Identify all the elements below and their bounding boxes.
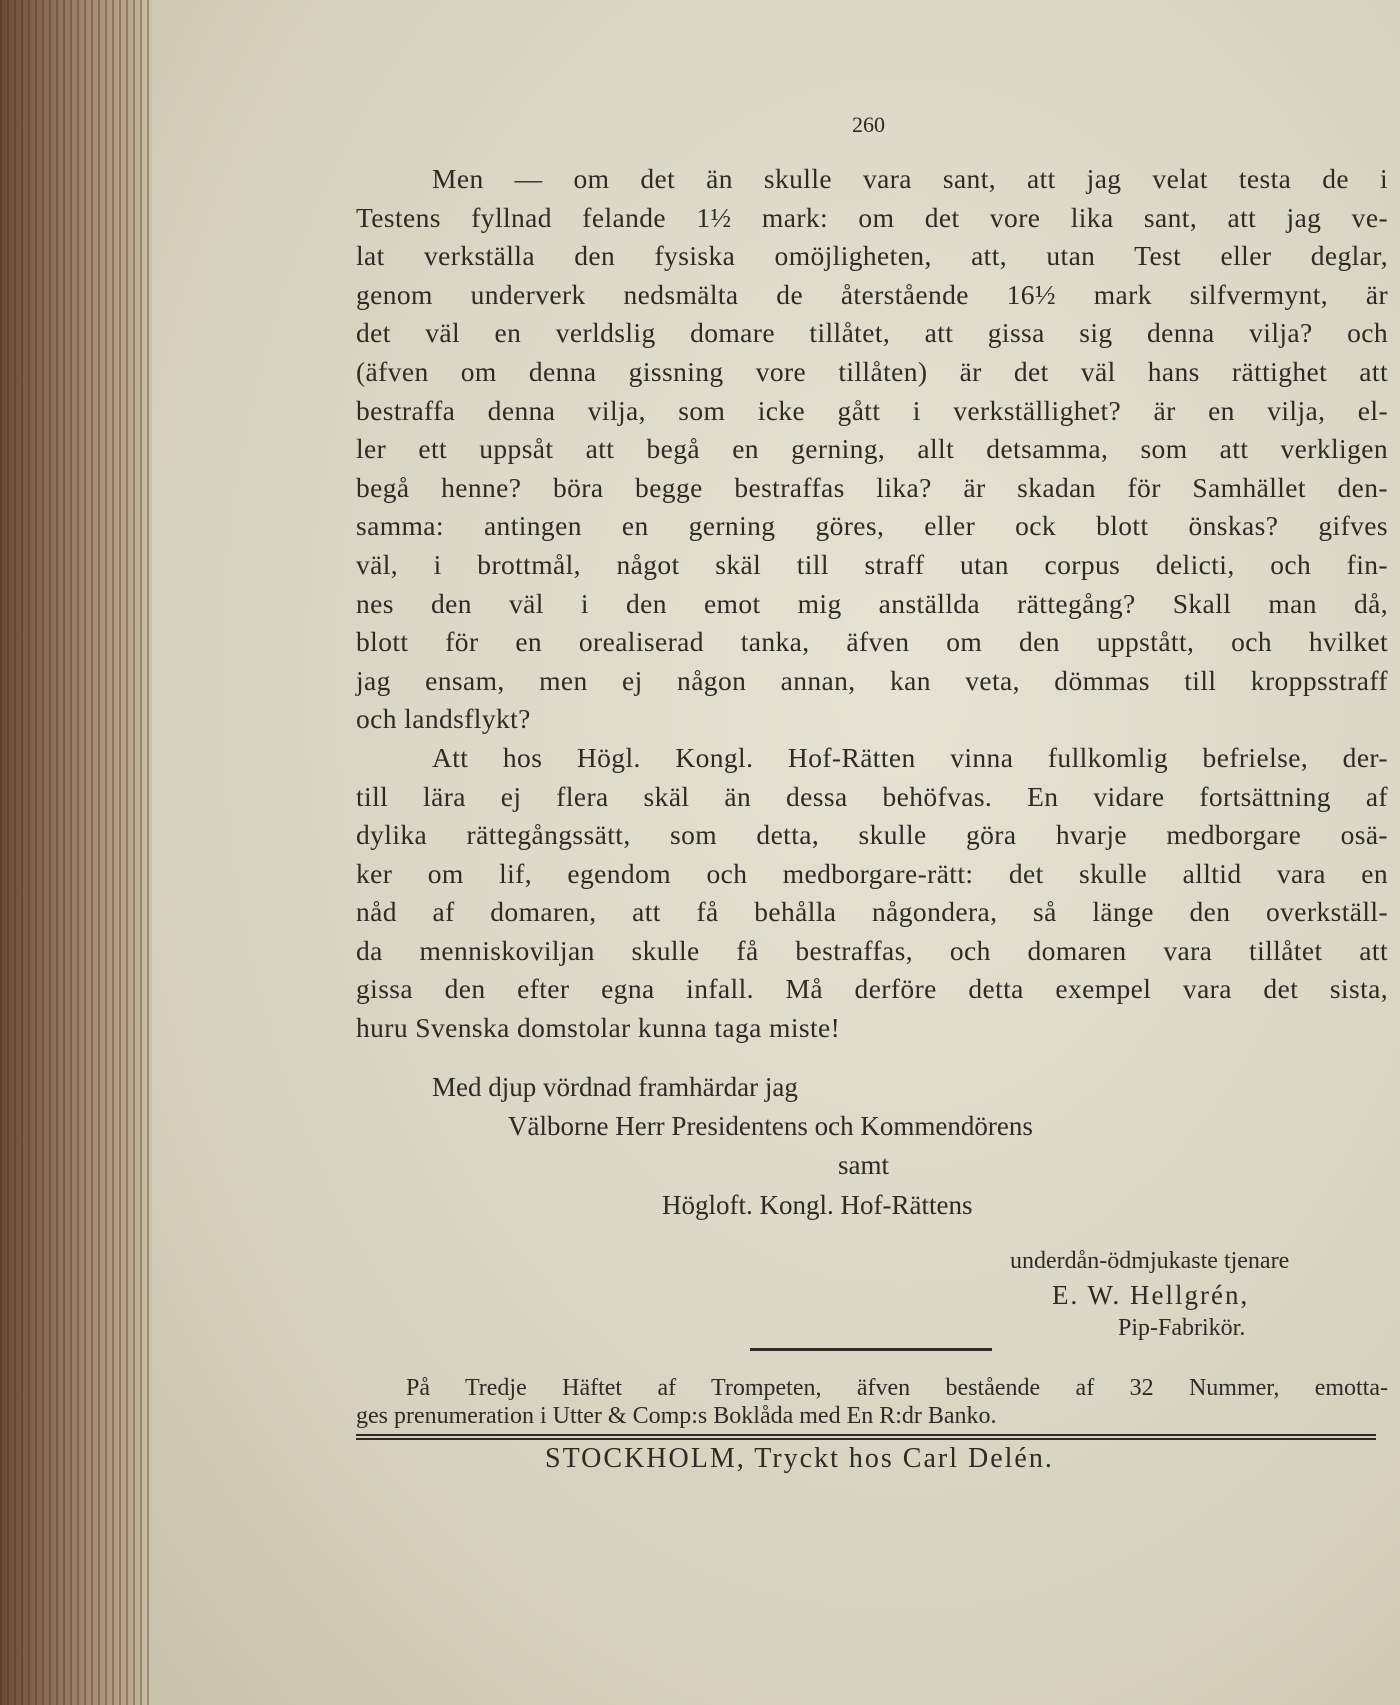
text-line: till lära ej flera skäl än dessa behöfvas. En vidare fortsättning af xyxy=(356,780,1388,812)
body-text xyxy=(356,160,1388,1048)
text-line: lat verkställa den fysiska omöjligheten, att, utan Test eller deglar, xyxy=(356,240,1388,272)
closing-salutation: underdån-ödmjukaste tjenare xyxy=(1010,1248,1290,1274)
text-line: ler ett uppsåt att begå en gerning, allt detsamma, som att verkligen xyxy=(356,433,1388,465)
notice-line: På Tredje Häftet af Trompeten, äfven bestående af 32 Nummer, emotta- xyxy=(406,1375,1388,1401)
book-spine xyxy=(0,0,152,1705)
text-line: samma: antingen en gerning göres, eller ock blott önskas? gifves xyxy=(356,510,1388,542)
subscription-notice xyxy=(356,1374,1388,1430)
signature-title: Pip-Fabrikör. xyxy=(1118,1315,1246,1341)
printer-imprint: STOCKHOLM, Tryckt hos Carl Delén. xyxy=(545,1443,1054,1474)
text-line: nåd af domaren, att få behålla någondera, så länge den overkställ- xyxy=(356,896,1388,928)
text-line: huru Svenska domstolar kunna taga miste! xyxy=(356,1012,841,1044)
text-line: och landsflykt? xyxy=(356,703,531,735)
rule-bottom xyxy=(356,1438,1376,1440)
text-line: Men — om det än skulle vara sant, att jag velat testa de i xyxy=(432,163,1388,194)
text-line: det väl en verldslig domare tillåtet, att gissa sig denna vilja? och xyxy=(356,317,1388,349)
closing-addressee: Högloft. Kongl. Hof-Rättens xyxy=(662,1190,973,1220)
text-line: blott för en orealiserad tanka, äfven om den uppstått, och hvilket xyxy=(356,626,1388,658)
notice-line: ges prenumeration i Utter & Comp:s Boklåda med En R:dr Banko. xyxy=(356,1403,997,1429)
text-line: nes den väl i den emot mig anställda rättegång? Skall man då, xyxy=(356,587,1388,619)
signature-name: E. W. Hellgrén, xyxy=(1052,1280,1250,1310)
text-line: ker om lif, egendom och medborgare-rätt: det skulle alltid vara en xyxy=(356,857,1388,889)
text-line: bestraffa denna vilja, som icke gått i verkställighet? är en vilja, el- xyxy=(356,394,1388,426)
text-line: Att hos Högl. Kongl. Hof-Rätten vinna fullkomlig befrielse, der- xyxy=(432,741,1388,773)
text-line: gissa den efter egna infall. Må derföre detta exempel vara det sista, xyxy=(356,973,1388,1005)
text-line: dylika rättegångssätt, som detta, skulle göra hvarje medborgare osä- xyxy=(356,819,1388,851)
text-line: da menniskoviljan skulle få bestraffas, och domaren vara tillåtet att xyxy=(356,934,1388,966)
text-line: väl, i brottmål, något skäl till straff utan corpus delicti, och fin- xyxy=(356,548,1388,580)
text-line: genom underverk nedsmälta de återstående 16½ mark silfvermynt, är xyxy=(356,278,1388,310)
rule-top xyxy=(356,1434,1376,1436)
closing-addressee: Välborne Herr Presidentens och Kommendörens xyxy=(508,1111,1033,1141)
closing-line: samt xyxy=(838,1150,889,1180)
page-number: 260 xyxy=(852,112,885,137)
divider xyxy=(750,1348,992,1351)
text-line: jag ensam, men ej någon annan, kan veta, dömmas till kroppsstraff xyxy=(356,664,1388,696)
closing-line: Med djup vördnad framhärdar jag xyxy=(432,1072,798,1102)
text-line: Testens fyllnad felande 1½ mark: om det vore lika sant, att jag ve- xyxy=(356,201,1388,233)
text-line: (äfven om denna gissning vore tillåten) är det väl hans rättighet att xyxy=(356,355,1388,387)
text-line: begå henne? böra begge bestraffas lika? är skadan för Samhället den- xyxy=(356,471,1388,503)
